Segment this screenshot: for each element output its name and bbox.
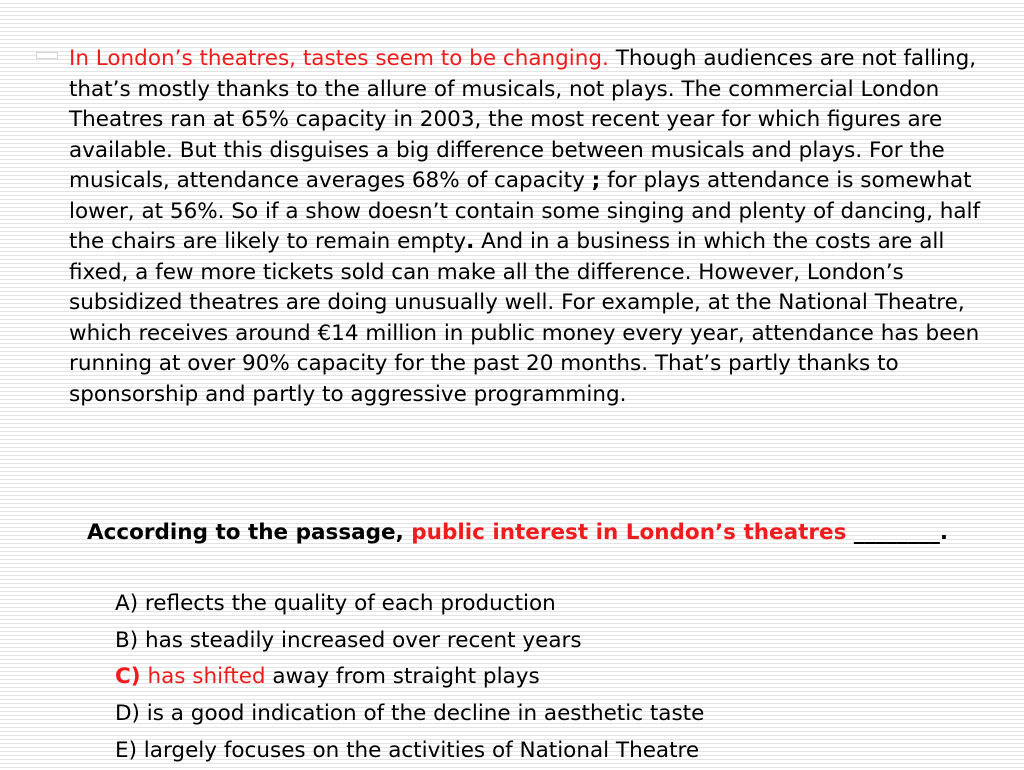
reading-passage xyxy=(69,44,999,410)
question-stem xyxy=(69,517,999,548)
option-c-letter: C) xyxy=(115,664,141,690)
question-highlight: public interest in London’s theatres xyxy=(411,520,847,545)
passage-text-3: And in a business in which the costs are all fixed, a few more tickets sold can make all the difference. However, London’s subsidized theatres are doing unusually well. For example, at the National Theatre, which receives around €14 million in public money every year, attendance has been running at over 90% capacity for the past 20 months. That’s partly thanks to sponsorship and partly to aggressive programming. xyxy=(69,229,980,407)
option-a: A) reflects the quality of each production xyxy=(115,591,556,616)
option-c-text: away from straight plays xyxy=(265,664,540,690)
passage-text-1: Though audiences are not falling, that’s mostly thanks to the allure of musicals, not plays. The commercial London Theatres ran at 65% capacity in 2003, the most recent year for which figures are available. But this disguises a big difference between musicals and plays. For the musicals, attendance averages 68% of capacity xyxy=(69,46,977,193)
passage-semicolon: ; xyxy=(591,168,601,193)
passage-lead-highlight: In London’s theatres, tastes seem to be changing. xyxy=(69,46,609,71)
bullet-marker xyxy=(36,52,58,59)
question-blank: ________. xyxy=(846,520,949,545)
answer-options xyxy=(115,586,704,770)
option-b: B) has steadily increased over recent years xyxy=(115,627,582,653)
passage-text-2: for plays attendance is somewhat lower, at 56%. So if a show doesn’t contain some singing and plenty of dancing, half the chairs are likely to remain empty xyxy=(69,168,981,254)
option-e: E) largely focuses on the activities of National Theatre xyxy=(115,737,700,763)
passage-period: . xyxy=(466,229,475,254)
option-d: D) is a good indication of the decline in aesthetic taste xyxy=(115,701,705,727)
question-lead: According to the passage, xyxy=(87,520,412,545)
option-c-highlight: has shifted xyxy=(140,664,266,690)
option-c xyxy=(115,659,704,696)
